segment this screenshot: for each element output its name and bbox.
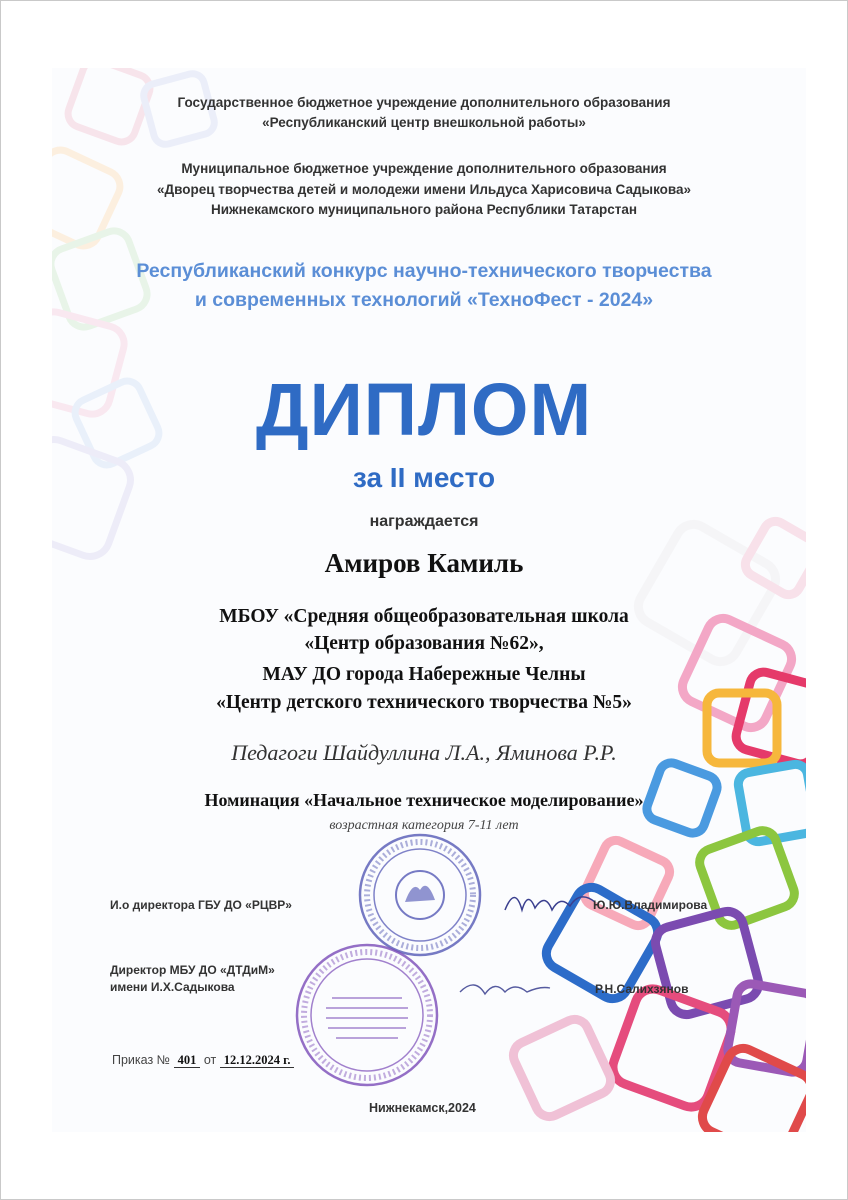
order-number: 401 xyxy=(174,1053,201,1068)
signature-salikhzyanov xyxy=(455,972,555,1012)
recipient-name: Амиров Камиль xyxy=(324,548,524,578)
signature-vladimirova xyxy=(500,880,600,930)
contest-line2: и современных технологий «ТехноФест - 2024» xyxy=(194,289,654,311)
footer-city: Нижнекамск,2024 xyxy=(369,1101,476,1115)
org2-line1: Муниципальное бюджетное учреждение дополнительного образования xyxy=(181,161,667,176)
contest-line1: Республиканский конкурс научно-технического творчества xyxy=(136,260,712,282)
order-from: от xyxy=(203,1053,217,1067)
stamp-dtdim xyxy=(292,940,442,1090)
order-date: 12.12.2024 г. xyxy=(220,1053,295,1068)
signatory1-name: Ю.Ю.Владимирова xyxy=(593,898,708,912)
age-category: возрастная категория 7-11 лет xyxy=(329,818,519,833)
school-line2: «Центр образования №62», xyxy=(304,633,544,654)
order-line xyxy=(112,1053,294,1068)
signatory2-role-line2: имени И.Х.Садыкова xyxy=(110,980,235,994)
school-line3: МАУ ДО города Набережные Челны xyxy=(262,664,586,685)
nomination: Номинация «Начальное техническое моделирование» xyxy=(204,790,644,810)
order-label: Приказ № xyxy=(112,1053,171,1067)
teachers: Педагоги Шайдуллина Л.А., Яминова Р.Р. xyxy=(231,740,617,765)
awarded-text: награждается xyxy=(369,513,479,530)
diploma-title: ДИПЛОМ xyxy=(255,368,593,451)
signatory2-name: Р.Н.Салихзянов xyxy=(595,982,689,996)
org2-line2: «Дворец творчества детей и молодежи имени Ильдуса Харисовича Садыкова» xyxy=(156,182,692,197)
org1-line1: Государственное бюджетное учреждение дополнительного образования xyxy=(177,95,671,110)
org1-line2: «Республиканский центр внешкольной работы» xyxy=(262,115,586,130)
signatory1-role: И.о директора ГБУ ДО «РЦВР» xyxy=(110,898,292,912)
org2-line3: Нижнекамского муниципального района Республики Татарстан xyxy=(210,202,637,217)
school-line4: «Центр детского технического творчества №5» xyxy=(216,692,632,713)
signatory2-role-line1: Директор МБУ ДО «ДТДиМ» xyxy=(110,963,275,977)
place-text: за II место xyxy=(352,462,496,493)
school-line1: МБОУ «Средняя общеобразовательная школа xyxy=(219,606,629,627)
